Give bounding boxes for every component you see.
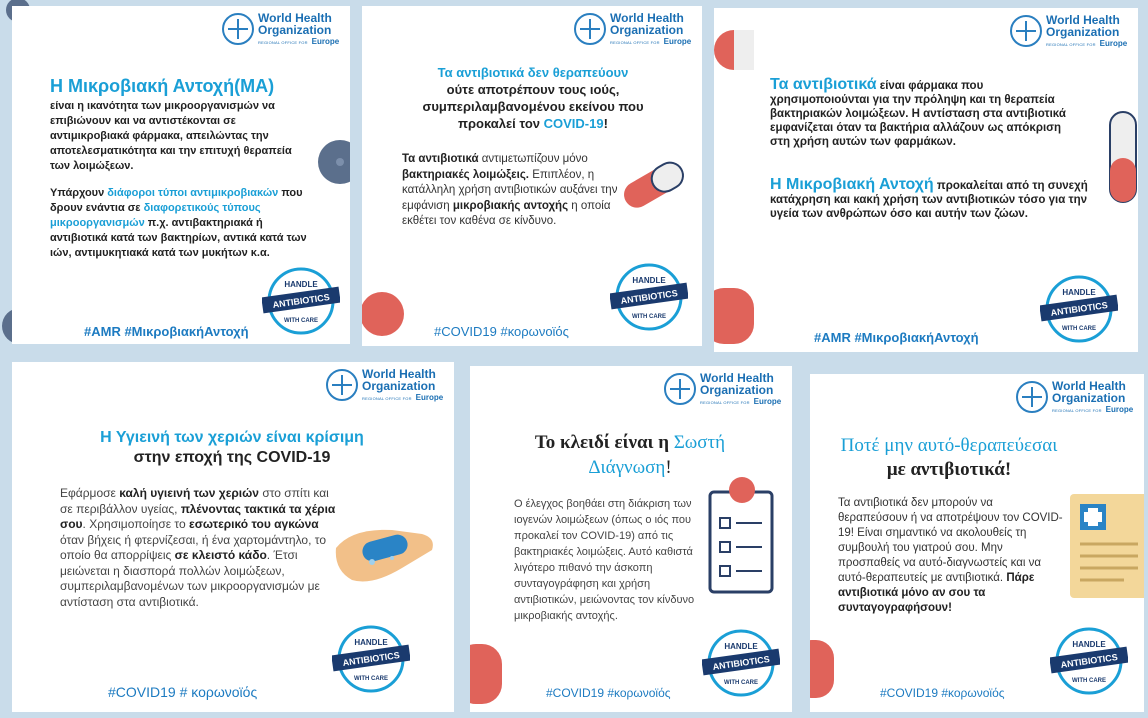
who-office: REGIONAL OFFICE FOR [1052,408,1102,413]
who-region: Europe [1099,39,1128,48]
stamp-middle-label: ANTIBIOTICS [619,288,679,306]
card5-title: Το κλειδί είναι η Σωστή Διάγνωση! [534,432,726,478]
pill-capsule-icon [1098,108,1138,208]
card5-paragraph: Ο έλεγχος βοηθάει στη διάκριση των ιογενών λοιμώξεων (όπως ο ιός που προκαλεί τον COVID-19) από τις βακτηριακές λοιμώξεις. Αυτό καθιστά λιγότερο πιθανό την άσκοπη συνταγογράφηση και χρήση αντιβιοτικών, μειώνοντας τον κίνδυνο μικροβιακής αντοχής. [514,498,695,622]
checklist-icon [706,472,778,596]
pill-capsule-icon [614,146,694,226]
card-antibiotics-definition [714,8,1138,352]
pill-capsule-icon [714,278,764,352]
stamp-bottom-label: WITH CARE [1072,678,1106,684]
who-name: World Health Organization [610,11,684,37]
handle-antibiotics-stamp-icon [332,620,410,698]
stamp-top-label: HANDLE [632,276,666,285]
handle-antibiotics-stamp-icon [1050,622,1128,700]
who-logo [664,372,786,406]
who-name: World Health Organization [1052,379,1126,405]
who-office: REGIONAL OFFICE FOR [1046,42,1096,47]
page-title: Η Μικροβιακή Αντοχή(ΜΑ) [50,76,275,96]
who-office: REGIONAL OFFICE FOR [610,40,660,45]
who-office: REGIONAL OFFICE FOR [258,40,308,45]
who-emblem-icon [664,373,696,405]
who-logo [326,368,448,402]
who-logo [574,12,696,46]
who-logo [222,12,344,46]
card-correct-diagnosis [470,366,792,712]
stamp-top-label: HANDLE [1072,640,1106,649]
hashtag: #COVID19 #κορωνοϊός [880,686,1005,700]
stamp-bottom-label: WITH CARE [284,318,318,324]
stamp-bottom-label: WITH CARE [724,680,758,686]
hashtag: #COVID19 #κορωνοϊός [546,686,671,700]
stamp-middle-label: ANTIBIOTICS [271,292,331,310]
who-region: Europe [311,37,340,46]
who-emblem-icon [1010,15,1042,47]
card6-title: Ποτέ μην αυτό-θεραπεύεσαι με αντιβιοτικά! [840,435,1058,480]
card3-paragraph-1: Τα αντιβιοτικά είναι φάρμακα που χρησιμοποιούνται για την πρόληψη και τη θεραπεία βακτηριακών λοιμώξεων. Η αντίσταση στα αντιβιοτικά εμφανίζεται όταν τα βακτήρια αλλάζουν ως απόκριση στη χρήση αυτών των φαρμάκων. [770,76,1066,148]
card2-paragraph: Τα αντιβιοτικά αντιμετωπίζουν μόνο βακτηριακές λοιμώξεις. Επιπλέον, η κατάλληλη χρήση αντιβιοτικών αυξάνει την εμφάνιση μικροβιακής αντοχής η οποία εκθέτει τον καθένα σε κίνδυνο. [402,153,618,227]
who-logo [1016,380,1138,414]
hand-washing-icon [332,508,438,594]
pill-capsule-icon [714,20,774,80]
stamp-top-label: HANDLE [1062,288,1096,297]
who-name: World Health Organization [1046,13,1120,39]
stamp-middle-label: ANTIBIOTICS [711,654,771,672]
card-no-self-treatment [810,374,1144,712]
prescription-icon [1064,490,1144,602]
who-logo [1010,14,1132,48]
card3-paragraph-2: Η Μικροβιακή Αντοχή προκαλείται από τη συνεχή κατάχρηση και κακή χρήση των αντιβιοτικών τόσο για την υγεία των ανθρώπων όσο και αυτήν των ζώων. [770,176,1088,220]
who-region: Europe [663,37,692,46]
hashtag: #COVID19 # κορωνοϊός [108,684,258,700]
hashtag: #COVID19 #κορωνοϊός [434,324,569,339]
who-name: World Health Organization [700,371,774,397]
handle-antibiotics-stamp-icon [610,258,688,336]
card4-title: Η Υγιεινή των χεριών είναι κρίσιμη στην εποχή της COVID-19 [100,429,364,466]
who-region: Europe [753,397,782,406]
who-name: World Health Organization [258,11,332,37]
handle-antibiotics-stamp-icon [1040,270,1118,348]
card-amr-definition [12,6,350,344]
stamp-top-label: HANDLE [724,642,758,651]
card-hand-hygiene [12,362,454,712]
handle-antibiotics-stamp-icon [702,624,780,702]
who-emblem-icon [326,369,358,401]
who-emblem-icon [574,13,606,45]
card6-paragraph: Τα αντιβιοτικά δεν μπορούν να θεραπεύσουν ή να αποτρέψουν τον COVID-19! Είναι σημαντικό να ακολουθείς τη συμβουλή του γιατρού σου. Μην προσπαθείς να αυτό-διαγνωστείς και να αυτό-θεραπευτείς με αντιβιοτικά. Πάρε αντιβιοτικά μόνο αν σου τα συνταγογραφήσουν! [838,497,1063,614]
who-emblem-icon [1016,381,1048,413]
stamp-bottom-label: WITH CARE [632,314,666,320]
stamp-middle-label: ANTIBIOTICS [1049,300,1109,318]
who-emblem-icon [222,13,254,45]
who-office: REGIONAL OFFICE FOR [700,400,750,405]
pill-capsule-icon [810,634,840,704]
stamp-bottom-label: WITH CARE [1062,326,1096,332]
stamp-top-label: HANDLE [284,280,318,289]
stamp-bottom-label: WITH CARE [354,676,388,682]
stamp-top-label: HANDLE [354,638,388,647]
who-region: Europe [1105,405,1134,414]
card4-paragraph: Εφάρμοσε καλή υγιεινή των χεριών στο σπίτι και σε περιβάλλον υγείας, πλένοντας τακτικά τα χέρια σου. Χρησιμοποίησε το εσωτερικό του αγκώνα όταν βήχεις ή φτερνίζεσαι, ή ένα χαρτομάντηλο, το οποίο θα απορρίψεις σε κλειστό κάδο. Έτσι μειώνεται η διασπορά πολλών λοιμώξεων, συμπεριλαμβανομένων των μικροοργανισμών με αντίσταση στα αντιβιοτικά. [60,486,336,609]
card-antibiotics-viruses [362,6,702,346]
stamp-middle-label: ANTIBIOTICS [341,650,401,668]
card1-paragraph-1: είναι η ικανότητα των μικροοργανισμών να επιβιώνουν και να αντιστέκονται σε αντιμικροβιακά φάρμακα, απειλώντας την αποτελεσματικότητα και την επιτυχή θεραπεία των λοιμώξεων. [50,100,292,172]
stamp-middle-label: ANTIBIOTICS [1059,652,1119,670]
who-name: World Health Organization [362,367,436,393]
pill-capsule-icon [362,278,422,346]
hashtag: #AMR #ΜικροβιακήΑντοχή [84,324,249,339]
who-office: REGIONAL OFFICE FOR [362,396,412,401]
pill-capsule-icon [470,636,510,712]
who-region: Europe [415,393,444,402]
handle-antibiotics-stamp-icon [262,262,340,340]
card1-paragraph-2: Υπάρχουν διάφοροι τύποι αντιμικροβιακών που δρουν ενάντια σε διαφορετικούς τύπους μικροοργανισμών π.χ. αντιβακτηριακά ή αντιβιοτικά κατά των βακτηρίων, αντικά κατά των ιών, αντιμυκητιακά κατά των μυκήτων κ.α. [50,187,307,259]
card2-title: Τα αντιβιοτικά δεν θεραπεύουν ούτε αποτρέπουν τους ιούς, συμπεριλαμβανομένου εκείνου που προκαλεί τον COVID-19! [422,65,644,131]
hashtag: #AMR #ΜικροβιακήΑντοχή [814,330,979,345]
